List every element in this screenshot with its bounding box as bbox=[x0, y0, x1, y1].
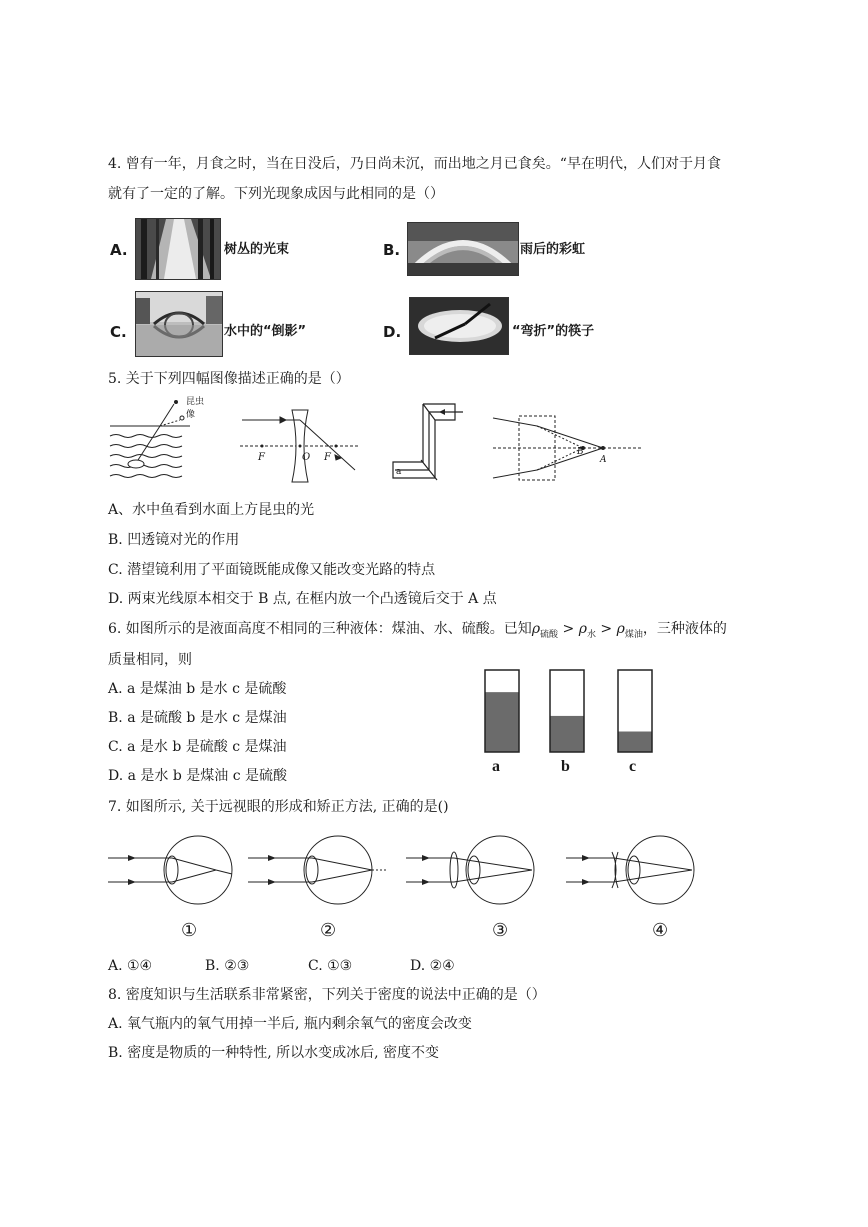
q7-fig-number-1: ① bbox=[181, 920, 198, 941]
q6-stem-line2: 质量相同，则 bbox=[108, 652, 192, 668]
q6-option-a: A. a 是煤油 b 是水 c 是硫酸 bbox=[108, 681, 287, 697]
q5-fig2-label-o: O bbox=[302, 452, 311, 463]
q6-beaker-a-label: a bbox=[492, 758, 500, 775]
q8-stem: 8. 密度知识与生活联系非常紧密，下列关于密度的说法中正确的是（） bbox=[108, 987, 546, 1003]
q5-figure-lens-box bbox=[493, 412, 643, 482]
q4-option-b-caption: 雨后的彩虹 bbox=[520, 242, 586, 257]
q4-option-c-caption: 水中的“倒影” bbox=[224, 324, 307, 339]
q6-option-c: C. a 是水 b 是硫酸 c 是煤油 bbox=[108, 739, 287, 755]
beaker-b-liquid bbox=[550, 716, 584, 752]
q5-option-c: C. 潜望镜利用了平面镜既能成像又能改变光路的特点 bbox=[108, 562, 436, 578]
q6-stem-part-b: ，三种液体的 bbox=[642, 621, 727, 637]
q5-fig2-label-f2: F bbox=[324, 452, 331, 463]
q5-figure-periscope bbox=[393, 402, 463, 482]
q4-option-a-letter: A. bbox=[110, 241, 128, 259]
q4-stem-line2: 就有了一定的了解。下列光现象成因与此相同的是（） bbox=[108, 186, 444, 202]
q5-option-a: A、水中鱼看到水面上方昆虫的光 bbox=[108, 502, 315, 518]
q6-rho-water: 水 bbox=[586, 629, 596, 640]
q8-option-a: A. 氧气瓶内的氧气用掉一半后, 瓶内剩余氧气的密度会改变 bbox=[108, 1016, 472, 1032]
q6-rho-kerosene: 煤油 bbox=[624, 629, 643, 640]
q5-fig2-label-f1: F bbox=[258, 452, 265, 463]
q4-option-b-letter: B. bbox=[383, 241, 401, 259]
q4-option-c-letter: C. bbox=[110, 323, 127, 341]
q8-option-b: B. 密度是物质的一种特性, 所以水变成冰后, 密度不变 bbox=[108, 1045, 439, 1061]
q5-fig1-image-label: 像 bbox=[186, 410, 196, 420]
q7-option-d: D. ②④ bbox=[410, 958, 455, 974]
q5-stem: 5. 关于下列四幅图像描述正确的是（） bbox=[108, 371, 350, 387]
q4-stem-line1: 4. 曾有一年，月食之时，当在日没后，乃日尚未沉，而出地之月已食矣。“早在明代，人们对于月食 bbox=[108, 156, 721, 172]
q4-option-a-caption: 树丛的光束 bbox=[224, 242, 290, 257]
q6-option-b: B. a 是硫酸 b 是水 c 是煤油 bbox=[108, 710, 287, 726]
q6-stem-part-a: 6. 如图所示的是液面高度不相同的三种液体：煤油、水、硫酸。已知 bbox=[108, 621, 532, 637]
q5-fig4-label-b: B bbox=[577, 447, 584, 457]
q7-eye-diagrams bbox=[108, 830, 708, 910]
q6-beaker-c-label: c bbox=[629, 758, 637, 775]
q7-option-b: B. ②③ bbox=[205, 958, 250, 974]
q5-option-b: B. 凹透镜对光的作用 bbox=[108, 532, 240, 548]
q7-fig-number-3: ③ bbox=[492, 920, 509, 941]
q6-option-d: D. a 是水 b 是煤油 c 是硫酸 bbox=[108, 768, 288, 784]
bent-chopstick-photo bbox=[409, 297, 509, 355]
q6-beaker-b-label: b bbox=[561, 758, 570, 775]
q5-figure-fish-insect bbox=[108, 398, 198, 488]
bridge-reflection-photo bbox=[135, 291, 223, 357]
q4-option-d-caption: “弯折”的筷子 bbox=[512, 324, 595, 339]
q7-option-c: C. ①③ bbox=[308, 958, 353, 974]
q5-fig1-insect-label: 昆虫 bbox=[186, 397, 205, 407]
beaker-c-liquid bbox=[618, 732, 652, 753]
beaker-a-liquid bbox=[485, 692, 519, 752]
q7-fig-number-2: ② bbox=[320, 920, 337, 941]
q7-option-a: A. ①④ bbox=[108, 958, 153, 974]
rainbow-photo bbox=[407, 222, 519, 276]
q5-option-d: D. 两束光线原本相交于 B 点, 在框内放一个凸透镜后交于 A 点 bbox=[108, 591, 497, 607]
q7-fig-number-4: ④ bbox=[652, 920, 669, 941]
forest-light-photo bbox=[135, 218, 221, 280]
q5-fig4-label-a: A bbox=[600, 455, 607, 465]
q6-rho-sulfuric: 硫酸 bbox=[540, 629, 559, 640]
q7-stem: 7. 如图所示, 关于远视眼的形成和矫正方法, 正确的是() bbox=[108, 799, 449, 815]
q4-option-d-letter: D. bbox=[383, 323, 402, 341]
q6-beakers-figure bbox=[480, 668, 680, 758]
q6-stem-line1: 6. 如图所示的是液面高度不相同的三种液体：煤油、水、硫酸。已知$\rho_{硫酸} > \rho_水 > \rho_{煤油}$，三种液体的 bbox=[108, 621, 727, 640]
q5-fig3-label-a: a bbox=[396, 467, 402, 477]
q5-figure-concave-lens bbox=[240, 410, 360, 480]
